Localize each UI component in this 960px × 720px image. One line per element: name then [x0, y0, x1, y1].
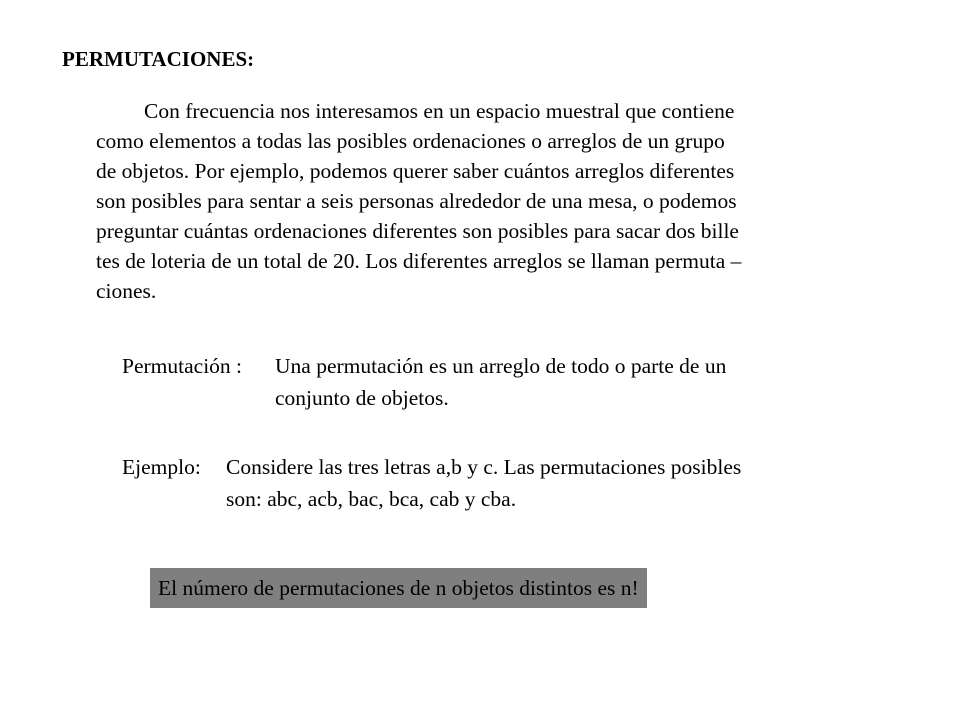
- example-row: [122, 451, 741, 483]
- page-title: PERMUTACIONES:: [62, 47, 255, 71]
- example-block: [122, 451, 741, 515]
- definition-text-line2: conjunto de objetos.: [275, 386, 449, 410]
- definition-term: Permutación :: [122, 354, 243, 378]
- highlight-box: El número de permutaciones de n objetos distintos es n!: [150, 568, 647, 608]
- intro-line: son posibles para sentar a seis personas alrededor de una mesa, o podemos: [96, 189, 737, 213]
- intro-line: ciones.: [96, 279, 157, 303]
- definition-block: [122, 350, 726, 414]
- example-text-line1: Considere las tres letras a,b y c. Las permutaciones posibles: [226, 455, 742, 479]
- example-text-line2: son: abc, acb, bac, bca, cab y cba.: [226, 487, 517, 511]
- intro-line: de objetos. Por ejemplo, podemos querer saber cuántos arreglos diferentes: [96, 159, 735, 183]
- intro-line: tes de loteria de un total de 20. Los diferentes arreglos se llaman permuta –: [96, 249, 742, 273]
- intro-line: como elementos a todas las posibles ordenaciones o arreglos de un grupo: [96, 129, 725, 153]
- intro-line: Con frecuencia nos interesamos en un espacio muestral que contiene: [144, 99, 735, 123]
- intro-line: preguntar cuántas ordenaciones diferentes son posibles para sacar dos bille: [96, 219, 739, 243]
- definition-text-line1: Una permutación es un arreglo de todo o parte de un: [275, 354, 727, 378]
- intro-paragraph: [96, 96, 916, 306]
- definition-row: [122, 350, 726, 382]
- example-term: Ejemplo:: [122, 455, 201, 479]
